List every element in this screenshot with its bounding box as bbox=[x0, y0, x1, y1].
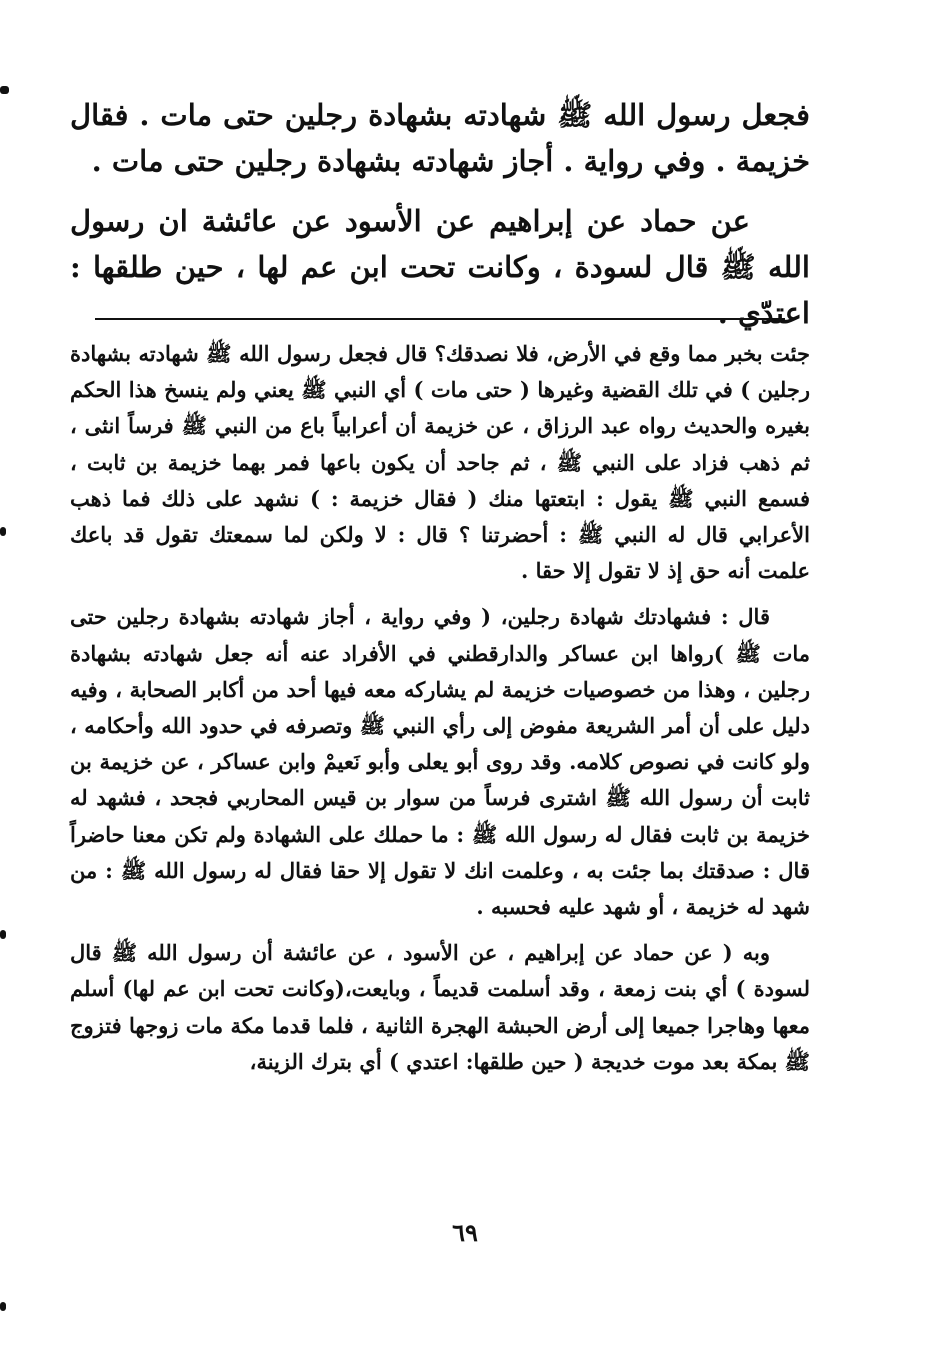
binding-mark bbox=[0, 527, 6, 536]
commentary-paragraph-2: قال : فشهادتك شهادة رجلين، ( وفي رواية ، أجاز شهادته بشهادة رجلين حتى مات ﷺ )رواها ابن عساكر والدارقطني في الأفراد عنه أنه جعل شهادته بشهادة رجلين ، وهذا من خصوصيات خزيمة لم يشاركه معه فيها أحد من أكابر الصحابة ، وفيه دليل على أن أمر الشريعة مفوض إلى رأي النبي ﷺ وتصرفه في حدود الله وأحكامه ، ولو كانت في نصوص كلامه. وقد روى أبو يعلى وأبو نَعيمْ وابن عساكر ، عن خزيمة بن ثابت أن رسول الله ﷺ اشترى فرساً من سوار بن قيس المحاربي فجحد ، فشهد له خزيمة بن ثابت فقال له رسول الله ﷺ : ما حملك على الشهادة ولم تكن معنا حاضراً قال : صدقتك بما جئت به ، وعلمت انك لا تقول إلا حقا فقال له رسول الله ﷺ : من شهد له خزيمة ، أو شهد عليه فحسبه . bbox=[70, 604, 811, 920]
commentary-paragraph-1: جئت بخبر مما وقع في الأرض، فلا نصدقك؟ قال فجعل رسول الله ﷺ شهادته بشهادة رجلين ) في تلك القضية وغيرها ( حتى مات ) أي النبي ﷺ يعني ولم ينسخ هذا الحكم بغيره والحديث رواه عبد الرزاق ، عن خزيمة أن أعرابياً باع من النبي ﷺ فرساً انثى ، ثم ذهب فزاد على النبي ﷺ ، ثم جاحد أن يكون باعها فمر بهما خزيمة بن ثابت ، فسمع النبي ﷺ يقول : ابتعتها منك ( فقال خزيمة : ) نشهد على ذلك فما ذهب الأعرابي قال له النبي ﷺ : أحضرتنا ؟ قال : لا ولكن لما سمعتك تقول قد باعك علمت أنه حق إذ لا تقول إلا حقا . bbox=[70, 341, 810, 584]
binding-mark bbox=[0, 1302, 6, 1311]
main-text bbox=[70, 92, 810, 350]
binding-mark bbox=[0, 86, 9, 94]
main-paragraph-1: فجعل رسول الله ﷺ شهادته بشهادة رجلين حتى مات . فقال خزيمة . وفي رواية . أجاز شهادته بشهادة رجلين حتى مات . bbox=[70, 98, 810, 178]
binding-mark bbox=[0, 930, 6, 939]
commentary bbox=[70, 336, 810, 1090]
commentary-paragraph-3: وبه ( عن حماد عن إبراهيم ، عن الأسود ، عن عائشة أن رسول الله ﷺ قال لسودة ) أي بنت زمعة ، وقد أسلمت قديماً ، وبايعت،(وكانت تحت ابن عم لها) أسلم معها وهاجرا جميعا إلى أرض الحبشة الهجرة الثانية ، فلما قدما مكة مات زوجها فتزوج ﷺ بمكة بعد موت خديجة ( حين طلقها: اعتدي ) أي بترك الزينة، bbox=[70, 940, 810, 1074]
footnote-divider bbox=[95, 318, 785, 320]
page-number: ٦٩ bbox=[452, 1218, 478, 1247]
main-paragraph-2: عن حماد عن إبراهيم عن الأسود عن عائشة ان رسول الله ﷺ قال لسودة ، وكانت تحت ابن عم لها ، حين طلقها : اعتدّي . bbox=[70, 204, 810, 330]
